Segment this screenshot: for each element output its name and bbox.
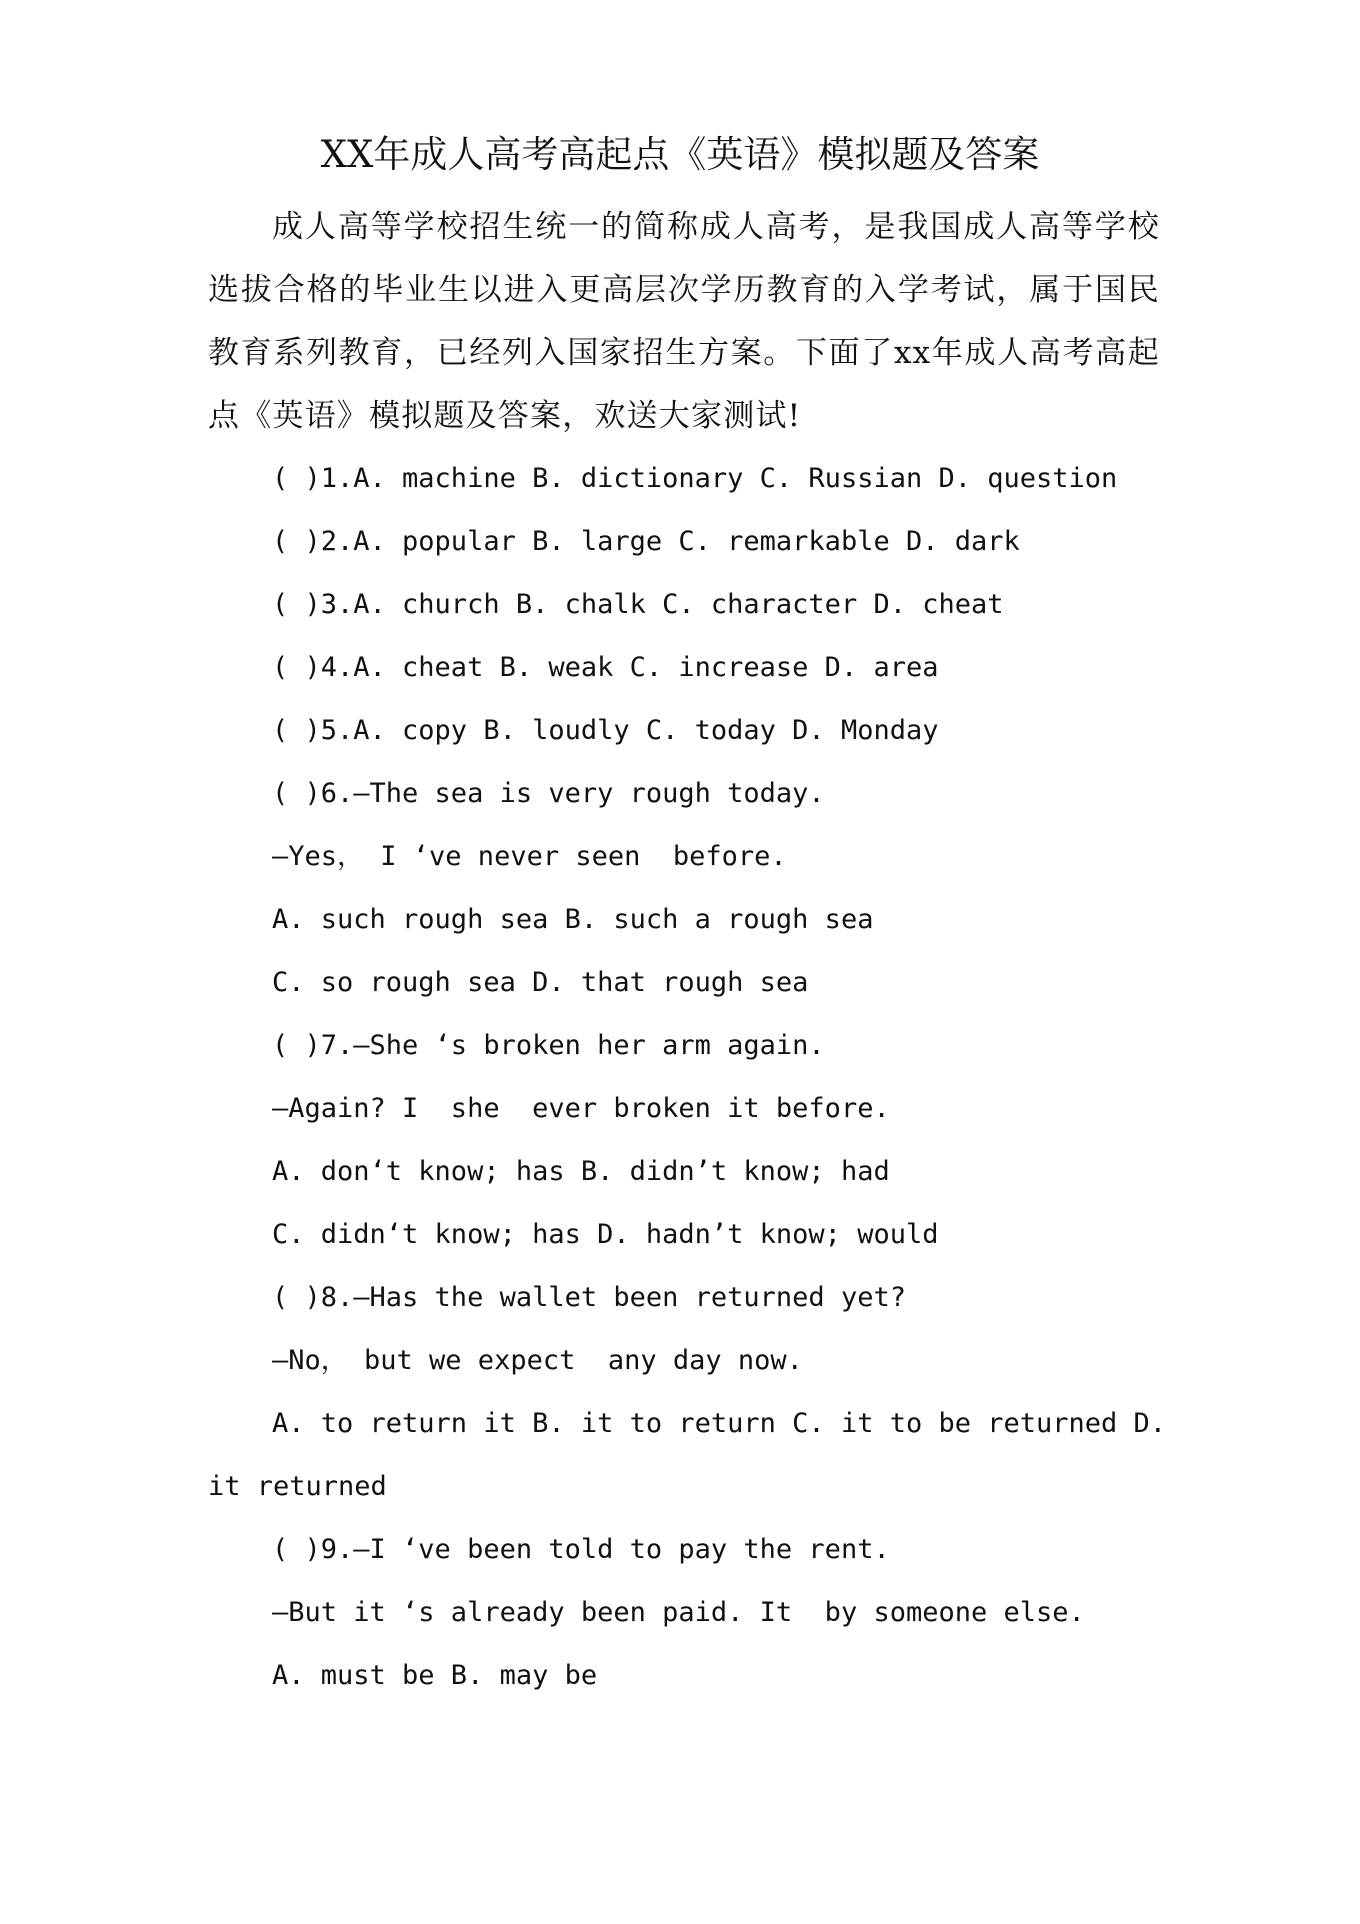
question-7-options-ab: A. don‘t know; has B. didn’t know; had bbox=[272, 1156, 890, 1187]
question-4: ( )4.A. cheat B. weak C. increase D. area bbox=[272, 652, 939, 683]
question-6-reply: —Yes， I ‘ve never seen before. bbox=[272, 841, 787, 872]
question-3: ( )3.A. church B. chalk C. character D. cheat bbox=[272, 589, 1004, 620]
question-8-reply: —No， but we expect any day now. bbox=[272, 1345, 803, 1376]
question-6-options-ab: A. such rough sea B. such a rough sea bbox=[272, 904, 874, 935]
intro-paragraph bbox=[208, 196, 1160, 448]
question-list bbox=[208, 447, 1168, 1707]
question-9-options-ab: A. must be B. may be bbox=[272, 1660, 598, 1691]
question-7-options-cd: C. didn‘t know; has D. hadn’t know; would bbox=[272, 1219, 939, 1250]
question-1: ( )1.A. machine B. dictionary C. Russian D. question bbox=[272, 463, 1118, 494]
question-5: ( )5.A. copy B. loudly C. today D. Monday bbox=[272, 715, 939, 746]
question-7-reply: —Again? I she ever broken it before. bbox=[272, 1093, 890, 1124]
question-6-stem: ( )6.—The sea is very rough today. bbox=[272, 778, 825, 809]
question-9-reply: —But it ‘s already been paid. It by someone else. bbox=[272, 1597, 1085, 1628]
question-8-stem: ( )8.—Has the wallet been returned yet? bbox=[272, 1282, 906, 1313]
question-8-options: A. to return it B. it to return C. it to be returned D. it returned bbox=[208, 1408, 1167, 1502]
question-2: ( )2.A. popular B. large C. remarkable D. dark bbox=[272, 526, 1020, 557]
intro-text: 成人高等学校招生统一的简称成人高考，是我国成人高等学校选拔合格的毕业生以进入更高层次学历教育的入学考试，属于国民教育系列教育，已经列入国家招生方案。下面了xx年成人高考高起点《英语》模拟题及答案，欢送大家测试! bbox=[208, 209, 1160, 434]
document-title: XX年成人高考高起点《英语》模拟题及答案 bbox=[320, 133, 1040, 176]
question-7-stem: ( )7.—She ‘s broken her arm again. bbox=[272, 1030, 825, 1061]
question-9-stem: ( )9.—I ‘ve been told to pay the rent. bbox=[272, 1534, 890, 1565]
question-6-options-cd: C. so rough sea D. that rough sea bbox=[272, 967, 809, 998]
